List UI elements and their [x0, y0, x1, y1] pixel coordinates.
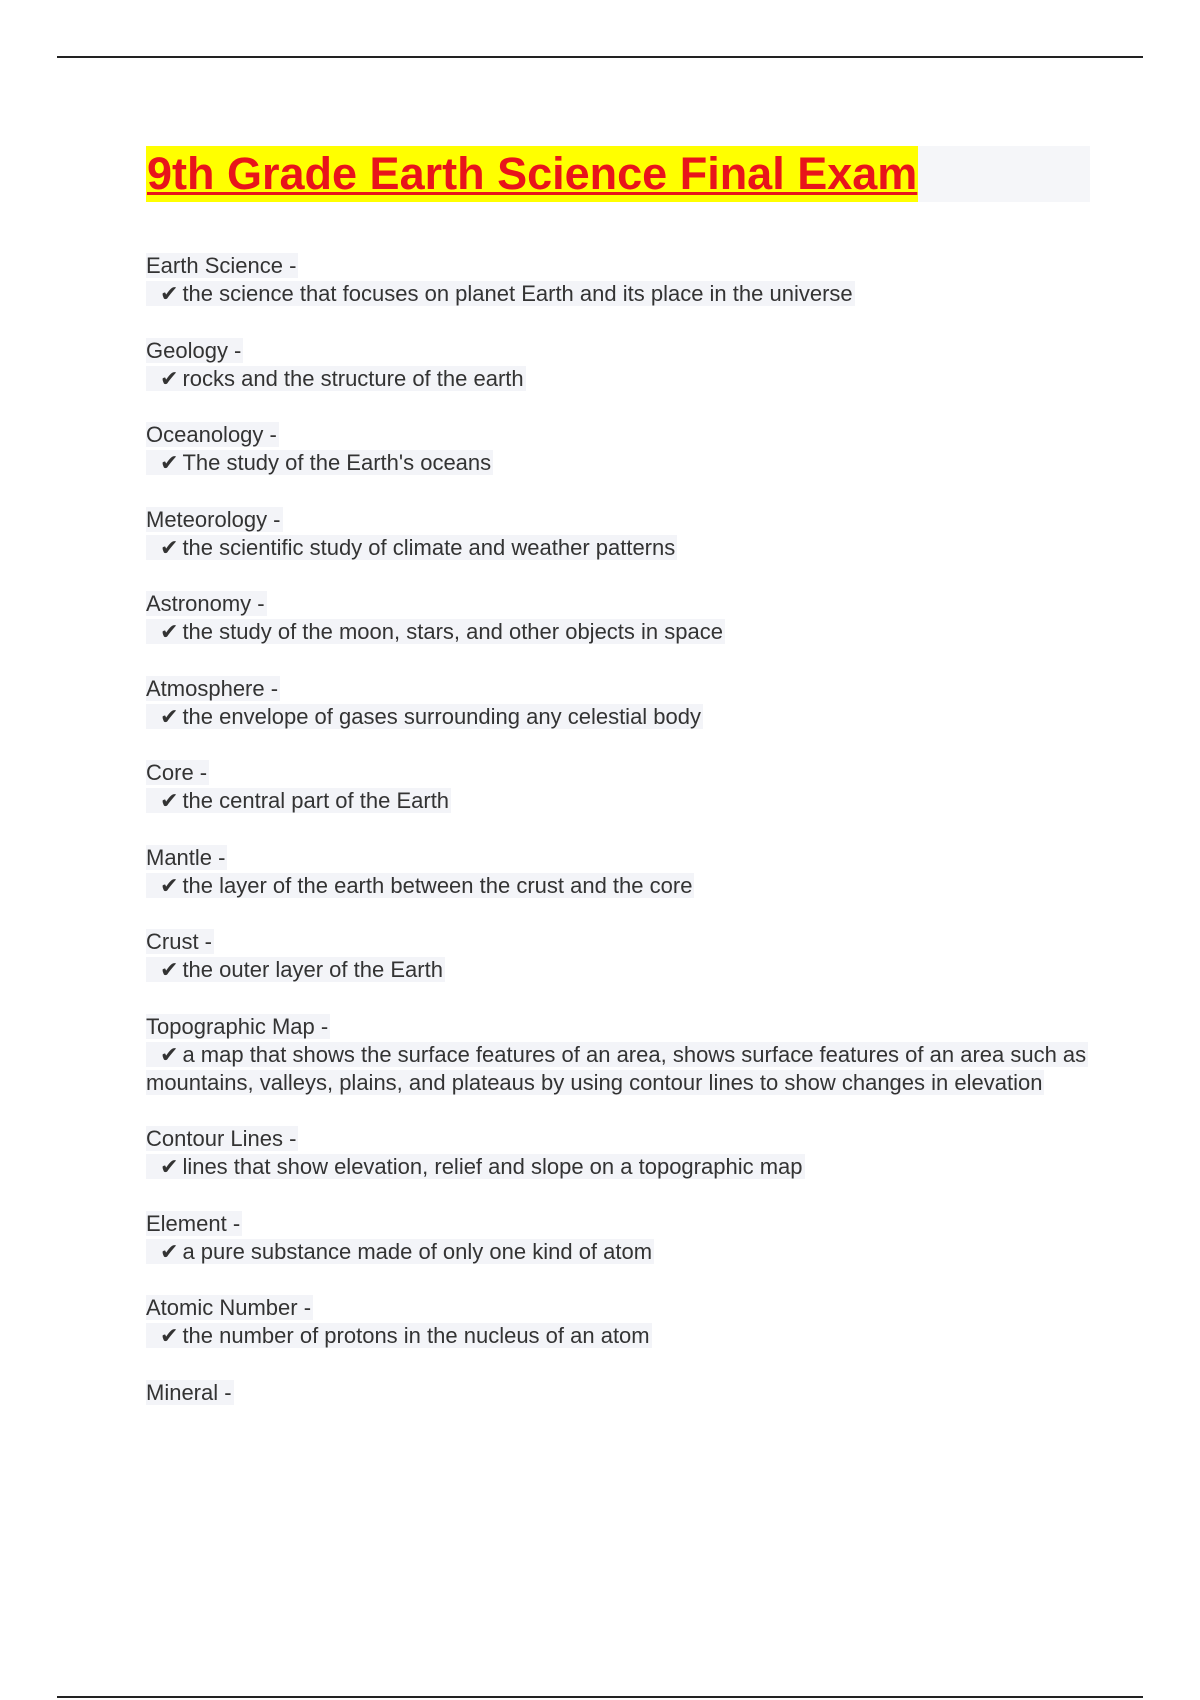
definition: the envelope of gases surrounding any celestial body	[182, 703, 702, 729]
definition: the outer layer of the Earth	[182, 957, 443, 982]
term: Element -	[146, 1210, 241, 1236]
term: Atmosphere -	[146, 675, 279, 701]
term: Crust -	[146, 929, 212, 954]
definition: a pure substance made of only one kind of atom	[182, 1238, 653, 1264]
page-title: 9th Grade Earth Science Final Exam	[146, 146, 918, 202]
check-icon: ✔	[160, 534, 179, 560]
list-item	[146, 590, 1090, 646]
term: Meteorology -	[146, 506, 281, 532]
definition: rocks and the structure of the earth	[182, 365, 524, 391]
title-band	[146, 146, 1090, 202]
entry-list	[146, 252, 1090, 1407]
check-icon: ✔	[160, 957, 179, 982]
list-item	[146, 1210, 1090, 1266]
list-item	[146, 337, 1090, 393]
check-icon: ✔	[160, 1154, 179, 1179]
list-item	[146, 675, 1090, 731]
check-icon: ✔	[160, 365, 179, 391]
definition: lines that show elevation, relief and slope on a topographic map	[182, 1154, 803, 1179]
top-rule	[57, 56, 1143, 58]
check-icon: ✔	[160, 619, 179, 644]
list-item	[146, 928, 1090, 984]
list-item	[146, 506, 1090, 562]
term: Core -	[146, 760, 208, 785]
term: Earth Science -	[146, 253, 297, 278]
check-icon: ✔	[160, 703, 179, 729]
term: Oceanology -	[146, 422, 277, 447]
definition: the central part of the Earth	[182, 788, 450, 813]
check-icon: ✔	[160, 872, 179, 898]
check-icon: ✔	[160, 788, 179, 813]
document-body	[146, 146, 1090, 1435]
term: Geology -	[146, 337, 242, 363]
list-item	[146, 1294, 1090, 1350]
list-item	[146, 252, 1090, 308]
list-item	[146, 1013, 1090, 1097]
check-icon: ✔	[160, 450, 179, 475]
term: Mineral -	[146, 1379, 232, 1405]
definition: the study of the moon, stars, and other objects in space	[182, 619, 723, 644]
definition: The study of the Earth's oceans	[182, 450, 492, 475]
check-icon: ✔	[160, 1238, 179, 1264]
term: Atomic Number -	[146, 1295, 312, 1320]
list-item	[146, 421, 1090, 477]
list-item	[146, 1379, 1090, 1407]
list-item	[146, 844, 1090, 900]
definition: the layer of the earth between the crust and the core	[182, 872, 693, 898]
definition: the number of protons in the nucleus of an atom	[182, 1323, 650, 1348]
list-item	[146, 759, 1090, 815]
term: Contour Lines -	[146, 1126, 297, 1151]
check-icon: ✔	[160, 1041, 179, 1067]
definition: a map that shows the surface features of an area, shows surface features of an area such as mountains, valleys, plains, and plateaus by using contour lines to show changes in elevation	[146, 1041, 1087, 1095]
definition: the science that focuses on planet Earth and its place in the universe	[182, 281, 853, 306]
definition: the scientific study of climate and weather patterns	[182, 534, 676, 560]
bottom-rule	[57, 1696, 1143, 1698]
term: Astronomy -	[146, 591, 265, 616]
term: Topographic Map -	[146, 1013, 329, 1039]
term: Mantle -	[146, 844, 226, 870]
check-icon: ✔	[160, 1323, 179, 1348]
list-item	[146, 1125, 1090, 1181]
check-icon: ✔	[160, 281, 179, 306]
